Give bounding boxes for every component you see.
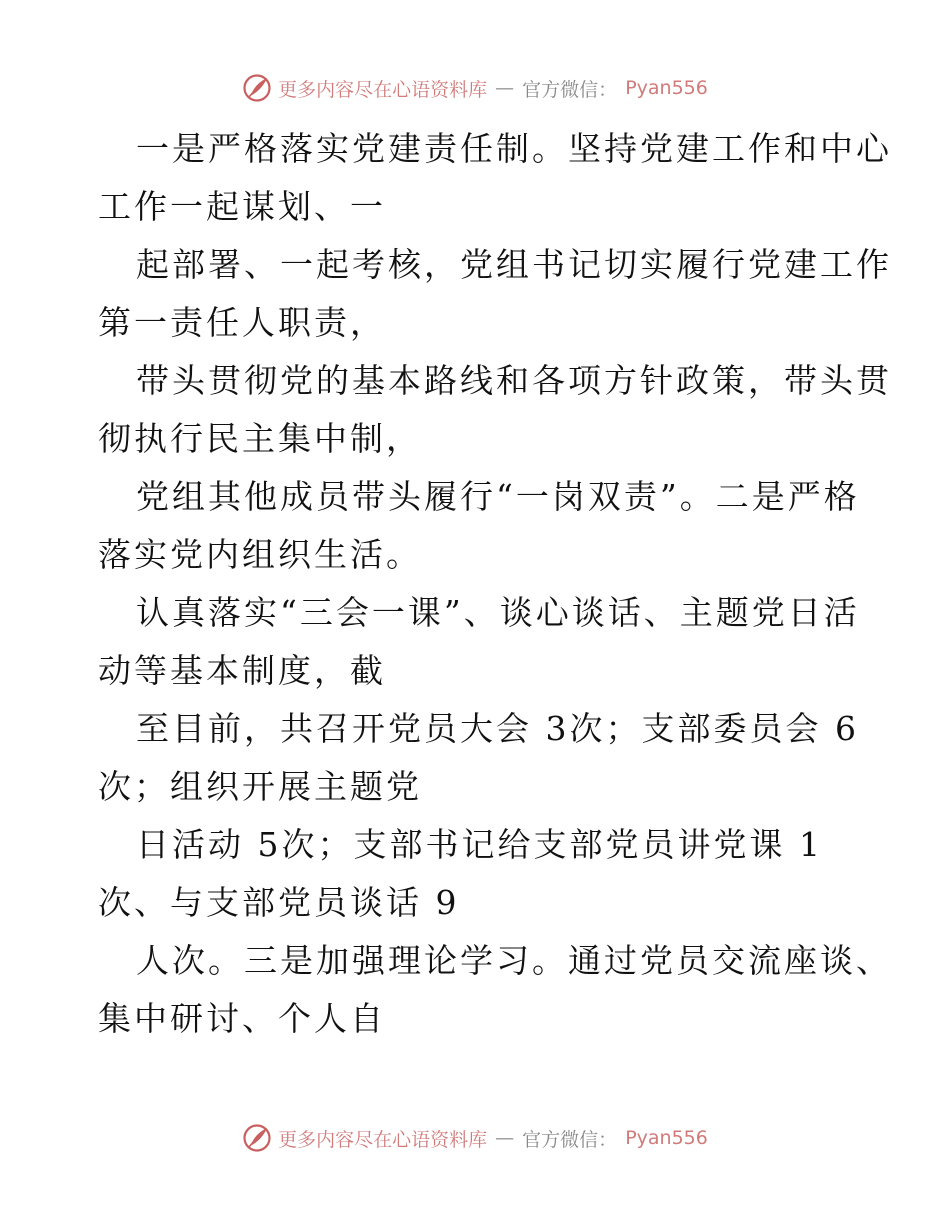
- body-line: 动等基本制度，截: [98, 651, 386, 690]
- banner-slogan: 更多内容尽在心语资料库: [278, 1128, 488, 1151]
- body-line: 落实党内组织生活。: [98, 535, 422, 574]
- body-line: 第一责任人职责，: [98, 303, 386, 342]
- banner-wechat-id: Pyan556: [625, 77, 708, 99]
- body-line: 人次。三是加强理论学习。通过党员交流座谈、: [136, 941, 892, 980]
- body-line: 次、与支部党员谈话 9: [98, 883, 460, 922]
- quill-logo-icon: [242, 73, 272, 103]
- quill-logo-icon: [242, 1123, 272, 1153]
- footer-banner: [0, 1123, 950, 1153]
- body-line: 党组其他成员带头履行“一岗双责”。二是严格: [136, 477, 860, 516]
- body-line: 工作一起谋划、一: [98, 187, 386, 226]
- body-line: 日活动 5次；支部书记给支部党员讲党课 1: [136, 825, 823, 864]
- body-line: 彻执行民主集中制，: [98, 419, 422, 458]
- document-body: [98, 120, 892, 1048]
- body-line: 起部署、一起考核，党组书记切实履行党建工作: [136, 245, 892, 284]
- banner-separator: —: [495, 1127, 515, 1149]
- body-line: 带头贯彻党的基本路线和各项方针政策，带头贯: [136, 361, 892, 400]
- body-line: 认真落实“三会一课”、谈心谈话、主题党日活: [136, 593, 860, 632]
- banner-separator: —: [495, 77, 515, 99]
- banner-slogan: 更多内容尽在心语资料库: [278, 78, 488, 101]
- banner-wechat-label: 官方微信：: [522, 1128, 618, 1151]
- banner-wechat-id: Pyan556: [625, 1127, 708, 1149]
- body-line: 集中研讨、个人自: [98, 999, 386, 1038]
- body-line: 一是严格落实党建责任制。坚持党建工作和中心: [136, 129, 892, 168]
- header-banner: [0, 73, 950, 103]
- body-line: 至目前，共召开党员大会 3次；支部委员会 6: [136, 709, 859, 748]
- body-line: 次；组织开展主题党: [98, 767, 422, 806]
- banner-wechat-label: 官方微信：: [522, 78, 618, 101]
